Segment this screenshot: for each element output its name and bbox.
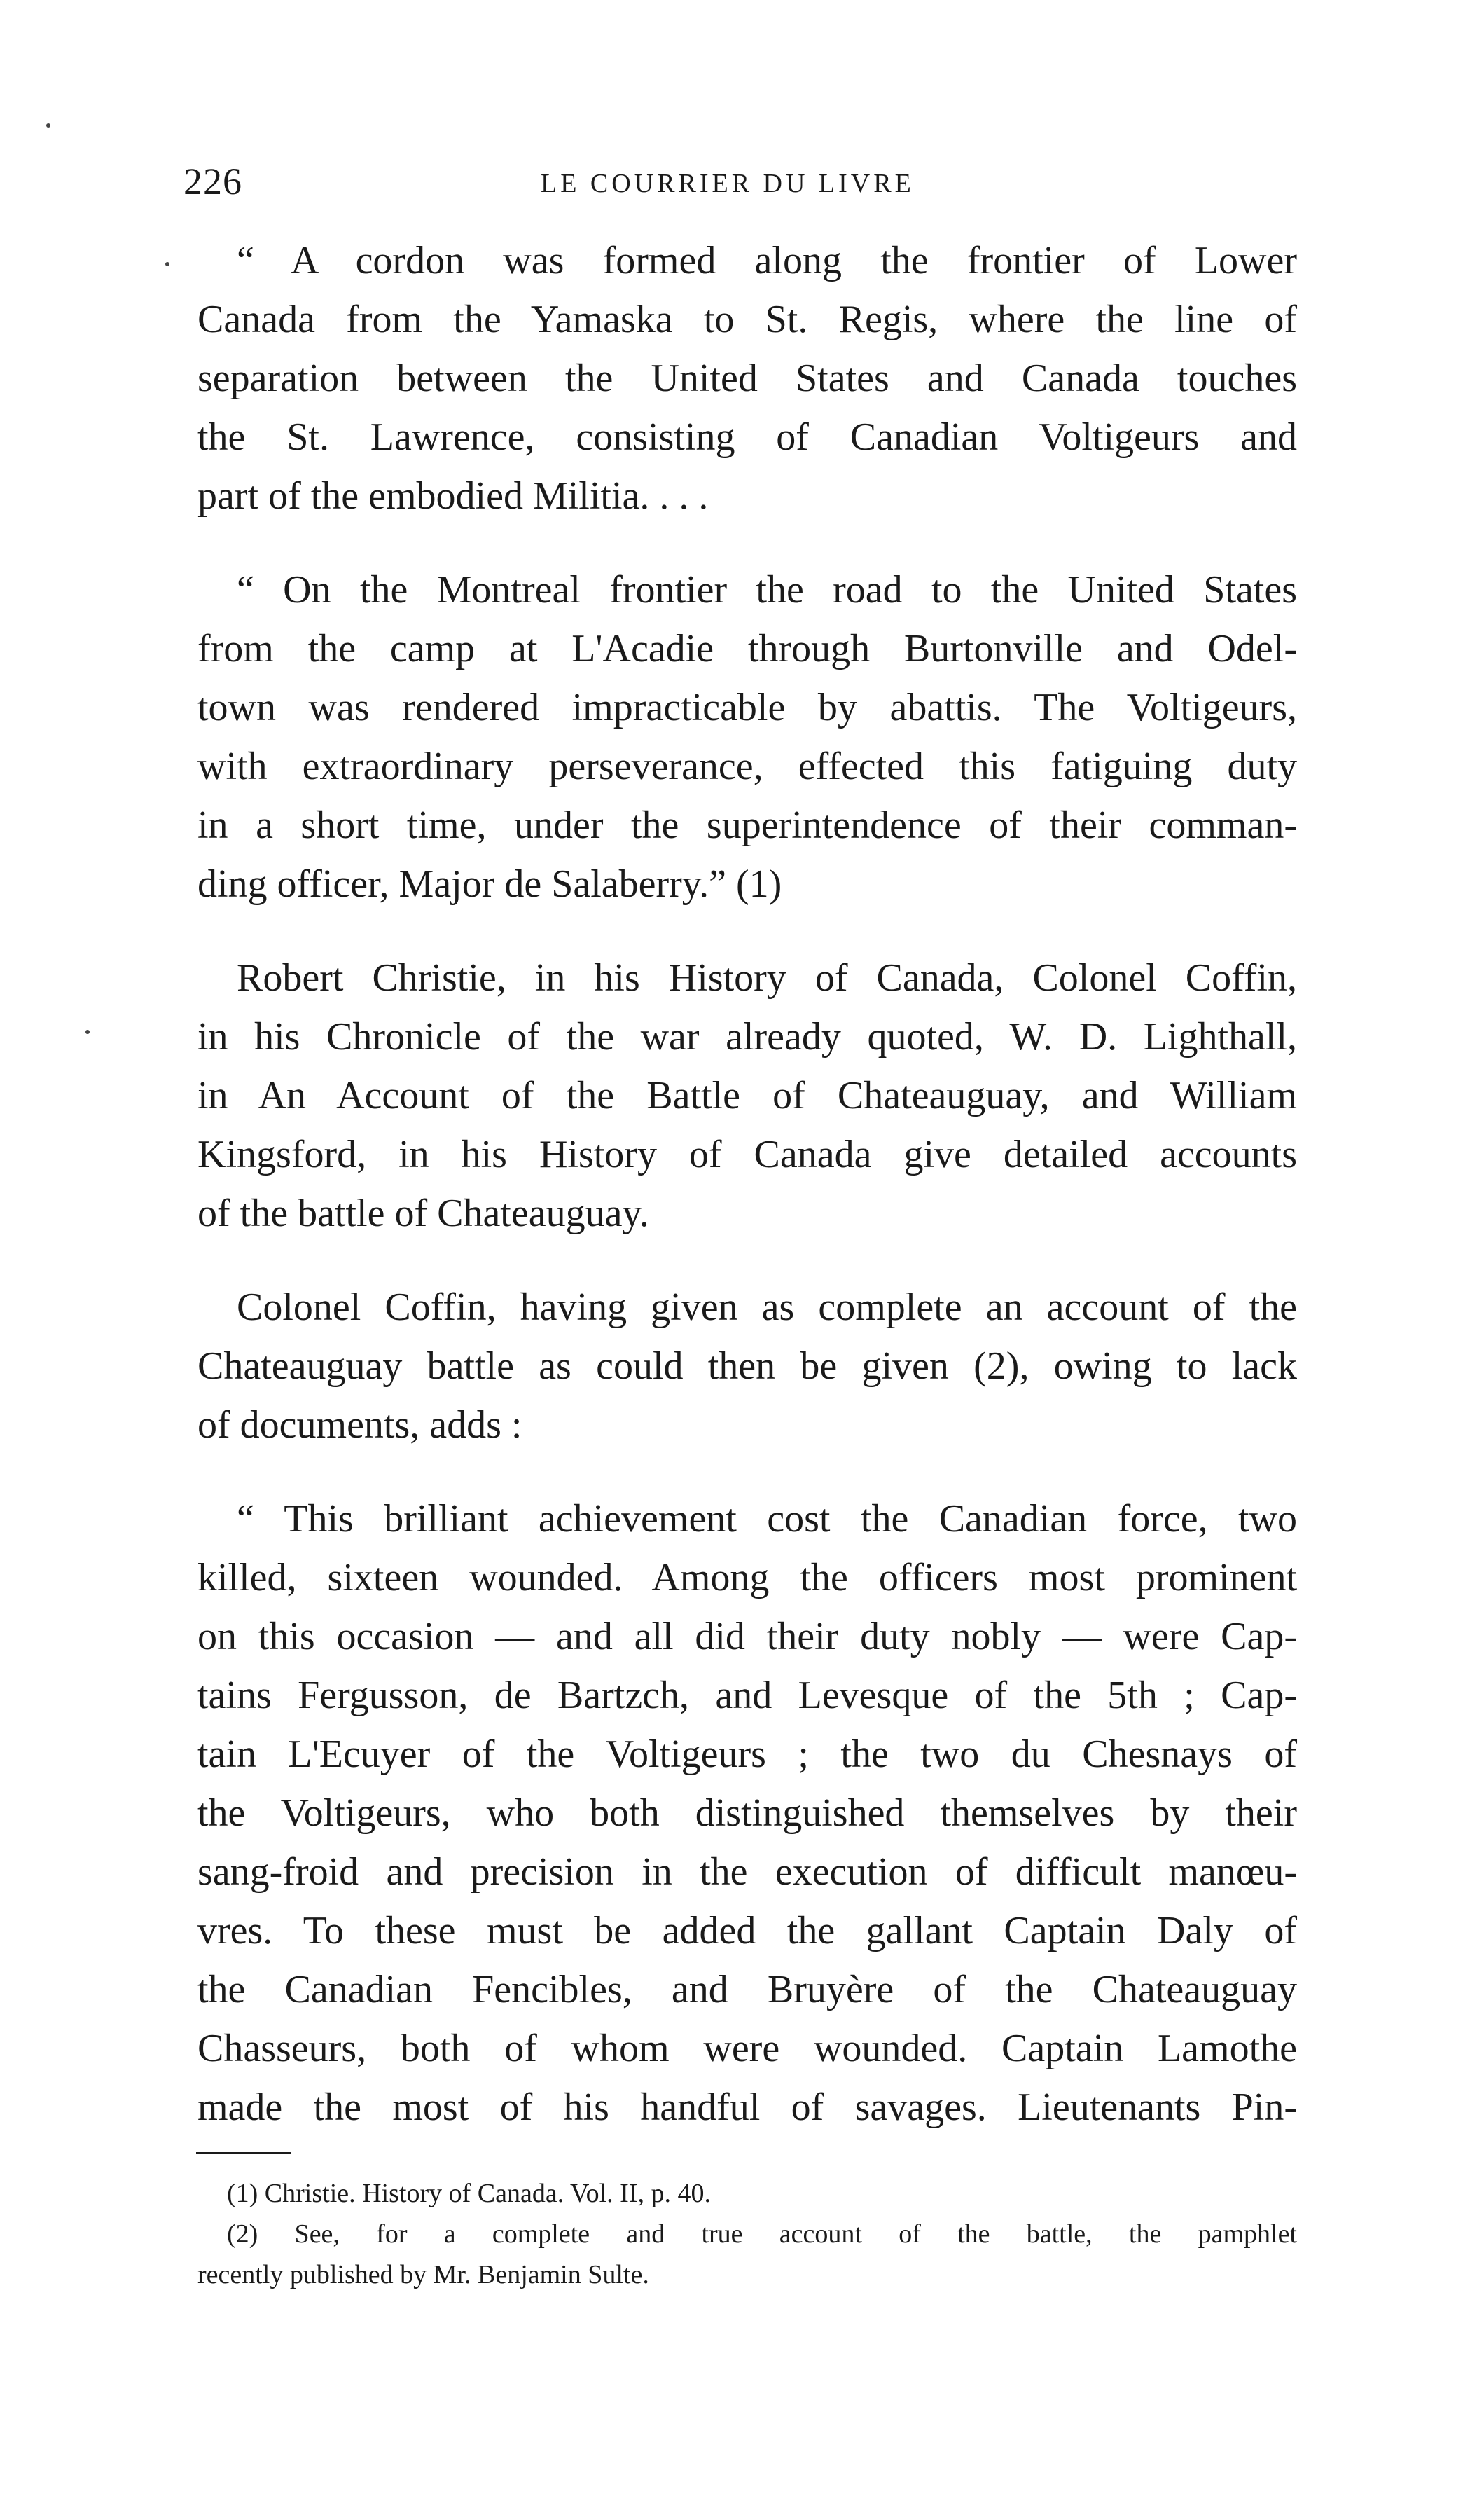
text-line: part of the embodied Militia. . . .: [197, 474, 709, 518]
text-line: the St. Lawrence, consisting of Canadian Voltigeurs and: [197, 415, 1297, 459]
text-line: in An Account of the Battle of Chateauguay, and William: [197, 1074, 1297, 1117]
text-line: separation between the United States and Canada touches: [197, 357, 1297, 400]
text-line: in a short time, under the superintendence of their comman-: [197, 804, 1297, 847]
paragraph-coffin: [197, 1278, 1297, 1454]
text-line: from the camp at L'Acadie through Burtonville and Odel-: [197, 627, 1297, 670]
text-line: “ On the Montreal frontier the road to the United States: [237, 568, 1297, 612]
text-line: Kingsford, in his History of Canada give detailed accounts: [197, 1133, 1297, 1176]
text-line: killed, sixteen wounded. Among the officers most prominent: [197, 1556, 1297, 1599]
text-line: on this occasion — and all did their duty nobly — were Cap-: [197, 1615, 1297, 1658]
text-line: made the most of his handful of savages. Lieutenants Pin-: [197, 2086, 1297, 2129]
footnotes: [197, 2173, 1297, 2295]
footnote-2: (2) See, for a complete and true account of the battle, the pamphlet: [227, 2219, 1297, 2249]
text-line: town was rendered impracticable by abattis. The Voltigeurs,: [197, 686, 1297, 729]
text-line: Chasseurs, both of whom were wounded. Captain Lamothe: [197, 2027, 1297, 2070]
text-line: sang-froid and precision in the execution of difficult manœu-: [197, 1850, 1297, 1894]
text-line: of documents, adds :: [197, 1403, 522, 1447]
text-line: in his Chronicle of the war already quoted, W. D. Lighthall,: [197, 1015, 1297, 1059]
body-text: [197, 231, 1297, 2172]
paragraph-quote-montreal: [197, 560, 1297, 914]
scan-speck: [46, 123, 50, 128]
text-line: Robert Christie, in his History of Canada, Colonel Coffin,: [237, 956, 1297, 1000]
text-line: Colonel Coffin, having given as complete an account of the: [237, 1286, 1297, 1329]
text-line: tain L'Ecuyer of the Voltigeurs ; the two du Chesnays of: [197, 1732, 1297, 1776]
paragraph-quote-cordon: [197, 231, 1297, 525]
page-number: 226: [183, 160, 242, 202]
text-line: of the battle of Chateauguay.: [197, 1192, 649, 1235]
text-line: “ This brilliant achievement cost the Canadian force, two: [237, 1497, 1297, 1541]
text-line: vres. To these must be added the gallant Captain Daly of: [197, 1909, 1297, 1952]
text-line: ding officer, Major de Salaberry.” (1): [197, 862, 782, 906]
text-line: the Canadian Fencibles, and Bruyère of the Chateauguay: [197, 1968, 1297, 2011]
scan-speck: [85, 1030, 90, 1034]
text-line: tains Fergusson, de Bartzch, and Levesque of the 5th ; Cap-: [197, 1674, 1297, 1717]
footnote-1: (1) Christie. History of Canada. Vol. II, p. 40.: [227, 2179, 711, 2208]
text-line: the Voltigeurs, who both distinguished themselves by their: [197, 1791, 1297, 1835]
text-line: Chateauguay battle as could then be given (2), owing to lack: [197, 1344, 1297, 1388]
text-line: Canada from the Yamaska to St. Regis, where the line of: [197, 298, 1297, 341]
text-line: with extraordinary perseverance, effected this fatiguing duty: [197, 745, 1297, 788]
footnote-2-continued: recently published by Mr. Benjamin Sulte.: [197, 2260, 649, 2289]
scan-speck: [165, 262, 169, 266]
page-header: [183, 160, 1304, 209]
text-line: “ A cordon was formed along the frontier of Lower: [237, 239, 1297, 282]
paragraph-sources: [197, 949, 1297, 1243]
paragraph-quote-achievement: [197, 1489, 1297, 2137]
footnote-divider: [196, 2152, 291, 2154]
running-title: LE COURRIER DU LIVRE: [541, 169, 915, 198]
